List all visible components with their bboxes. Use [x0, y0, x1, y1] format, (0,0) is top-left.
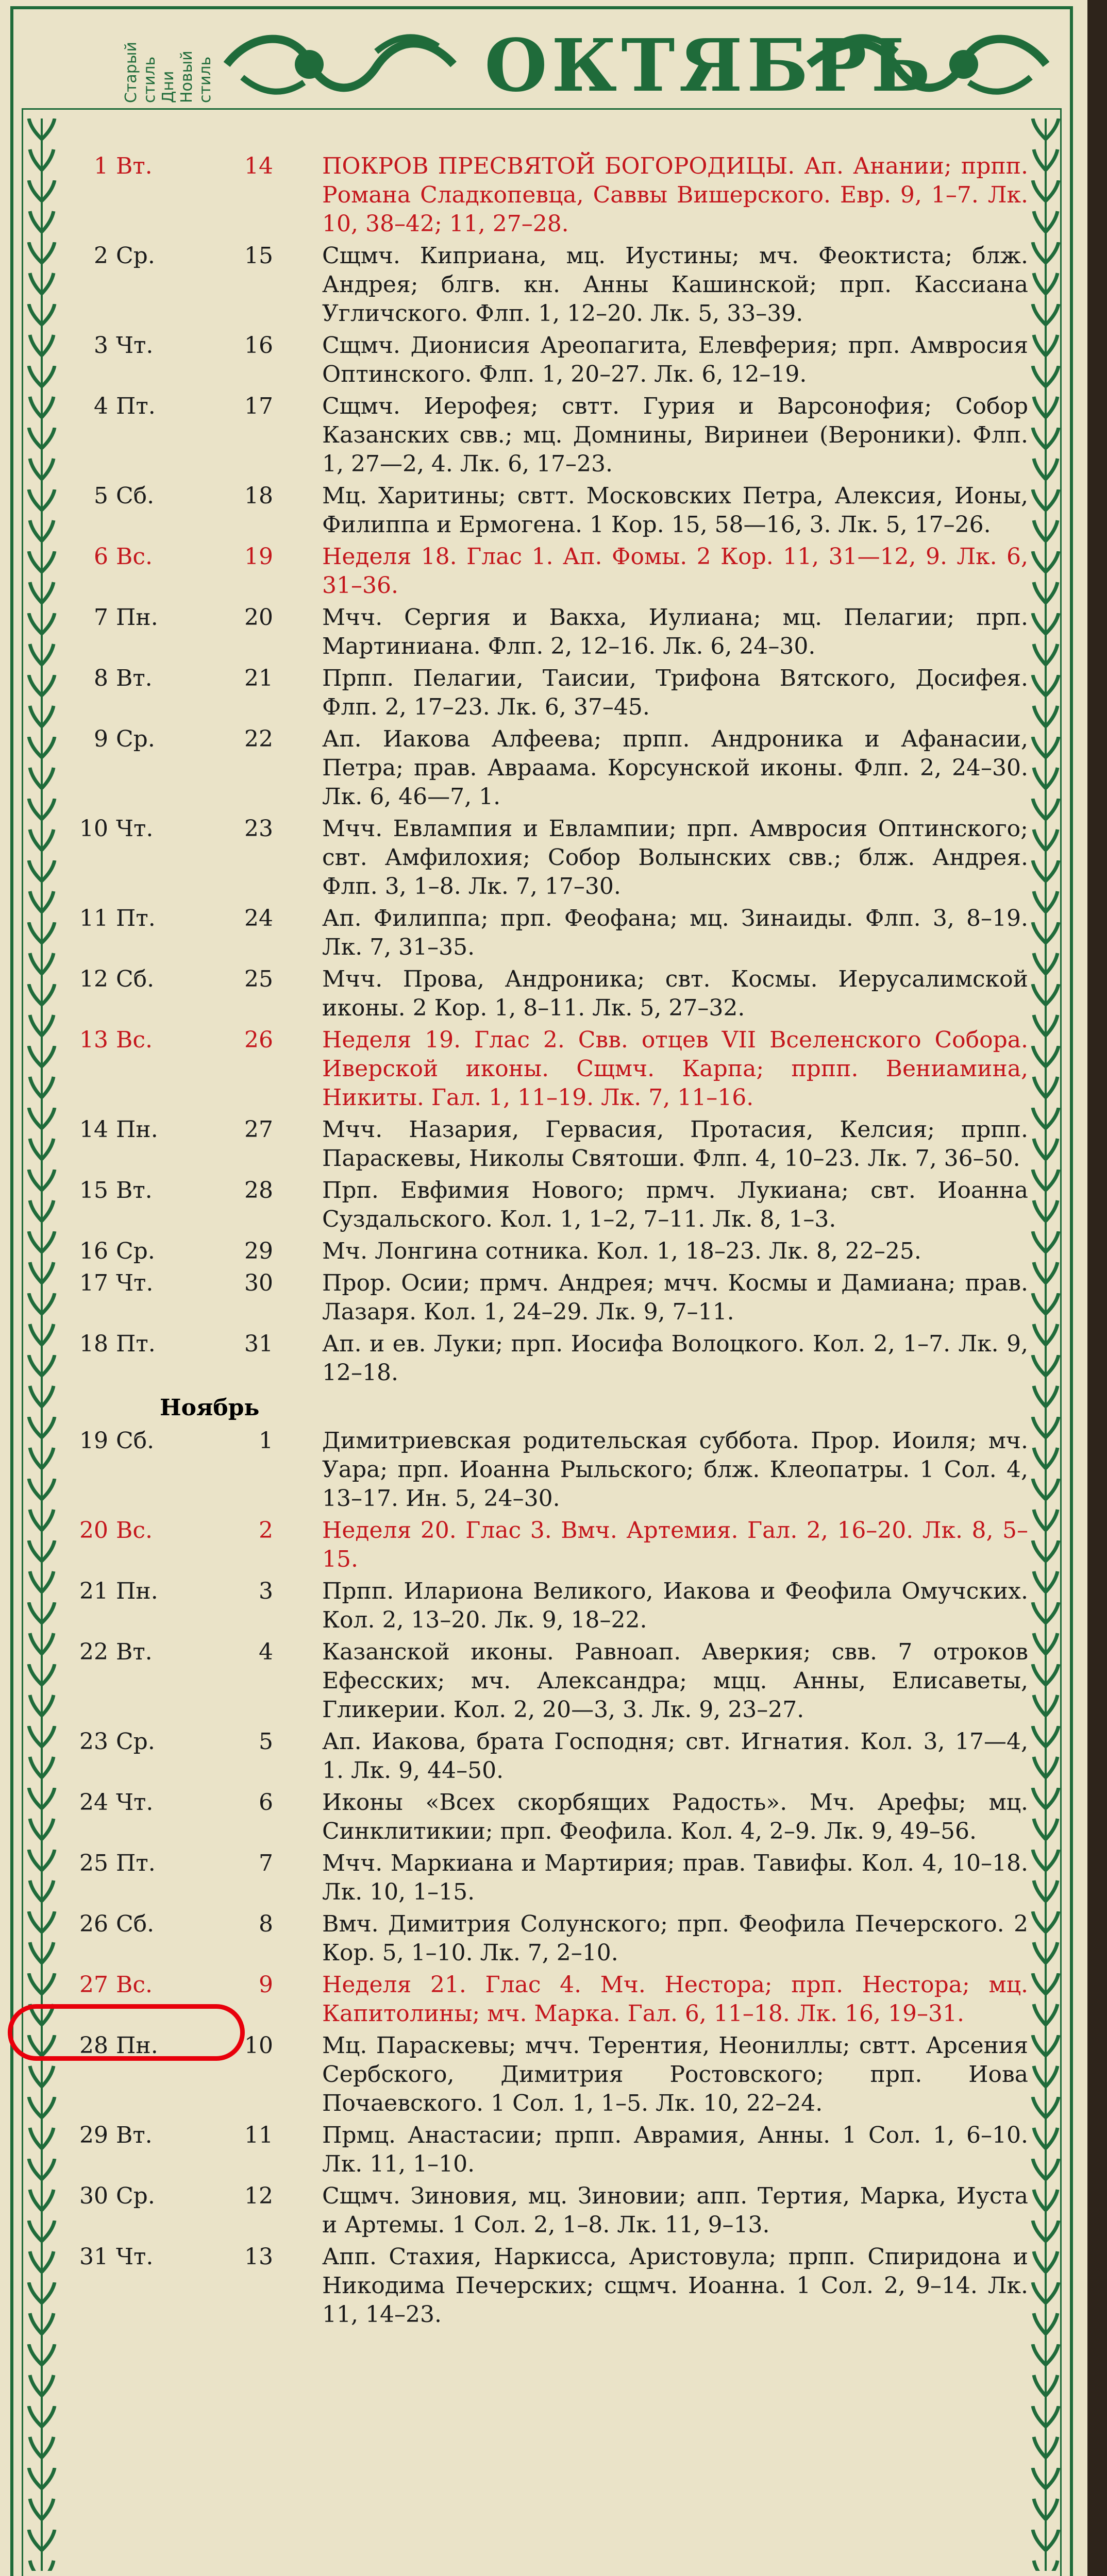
weekday: Ср. — [116, 2183, 155, 2209]
new-style-day: 11 — [244, 2122, 273, 2148]
label-days: Дни — [159, 71, 177, 103]
saints-text: Мч. Лонгина сотника. Кол. 1, 18–23. Лк. 8, 22–25. — [322, 1238, 921, 1264]
saints-text: Ап. Филиппа; прп. Феофана; мц. Зинаиды. Флп. 3, 8–19. Лк. 7, 31–35. — [322, 905, 1028, 960]
calendar-row — [57, 1115, 1028, 1173]
old-style-day: 7 — [94, 604, 108, 631]
saints-text: Неделя 18. Глас 1. Ап. Фомы. 2 Кор. 11, 31—12, 9. Лк. 6, 31–36. — [322, 544, 1028, 599]
saints-text: Сщмч. Зиновия, мц. Зиновии; апп. Тертия, Марка, Иуста и Артемы. 1 Сол. 2, 1–8. Лк. 11, 9–13. — [322, 2183, 1028, 2238]
weekday: Сб. — [116, 1428, 155, 1454]
old-style-day: 4 — [94, 393, 108, 419]
new-style-day: 15 — [244, 243, 273, 269]
new-style-day: 27 — [244, 1116, 273, 1143]
weekday: Сб. — [116, 966, 155, 992]
new-style-day: 25 — [244, 966, 273, 992]
old-style-day: 16 — [79, 1238, 108, 1264]
saints-text: ПОКРОВ ПРЕСВЯТОЙ БОГОРОДИЦЫ. Ап. Анании; прпп. Романа Сладкопевца, Саввы Вишерского. Евр. 9, 1–7. Лк. 10, 38–42; 11, 27–28. — [322, 153, 1028, 237]
new-style-day: 1 — [259, 1428, 273, 1454]
saints-text: Сщмч. Дионисия Ареопагита, Елевферия; прп. Амвросия Оптинского. Флп. 1, 20–27. Лк. 6, 12–19. — [322, 332, 1028, 387]
month-title: ОКТЯБРЬ — [484, 24, 935, 108]
calendar-row — [57, 1237, 1028, 1266]
saints-text: Мчч. Евлампия и Евлампии; прп. Амвросия Оптинского; свт. Амфилохия; Собор Волынских свв.; блж. Андрея. Флп. 3, 1–8. Лк. 7, 17–30. — [322, 816, 1028, 900]
old-style-day: 14 — [79, 1116, 108, 1143]
old-style-day: 6 — [94, 544, 108, 570]
weekday: Вт. — [116, 153, 153, 179]
calendar-row — [57, 1910, 1028, 1968]
weekday: Сб. — [116, 483, 155, 509]
new-style-day: 2 — [259, 1517, 273, 1544]
header — [31, 10, 1056, 108]
old-style-day: 13 — [79, 1027, 108, 1053]
weekday: Ср. — [116, 243, 155, 269]
label-new-2: стиль — [196, 56, 214, 103]
saints-text: Неделя 21. Глас 4. Мч. Нестора; прп. Нестора; мц. Капитолины; мч. Марка. Гал. 6, 11–18. Лк. 16, 19–31. — [322, 1972, 1028, 2027]
new-style-day: 4 — [259, 1639, 273, 1665]
new-style-day: 23 — [244, 816, 273, 842]
label-old: Старый — [122, 41, 140, 103]
calendar-row — [57, 904, 1028, 962]
saints-text: Апп. Стахия, Наркисса, Аристовула; прпп. Спиридона и Никодима Печерских; сщмч. Иоанна. 1 Сол. 2, 9–14. Лк. 11, 14–23. — [322, 2244, 1028, 2328]
old-style-day: 25 — [79, 1850, 108, 1876]
old-style-day: 21 — [79, 1578, 108, 1604]
old-style-day: 3 — [94, 332, 108, 359]
saints-text: Неделя 20. Глас 3. Вмч. Артемия. Гал. 2, 16–20. Лк. 8, 5–15. — [322, 1517, 1028, 1572]
saints-text: Прп. Евфимия Нового; прмч. Лукиана; свт. Иоанна Суздальского. Кол. 1, 1–2, 7–11. Лк. 8, 1–3. — [322, 1177, 1028, 1232]
new-style-day: 6 — [259, 1789, 273, 1816]
new-style-day: 7 — [259, 1850, 273, 1876]
calendar-row — [57, 664, 1028, 722]
weekday: Вс. — [116, 1027, 153, 1053]
new-style-day: 17 — [244, 393, 273, 419]
saints-text: Сщмч. Иерофея; свтт. Гурия и Варсонофия; Собор Казанских свв.; мц. Домнины, Виринеи (Вероники). Флп. 1, 27—2, 4. Лк. 6, 17–23. — [322, 393, 1028, 477]
new-style-day: 10 — [244, 2032, 273, 2059]
style-labels — [124, 26, 222, 103]
vine-ornament-icon — [1031, 118, 1061, 2571]
new-style-day: 21 — [244, 665, 273, 691]
scroll-ornament-icon — [804, 26, 1051, 103]
weekday: Сб. — [116, 1911, 155, 1937]
old-style-day: 20 — [79, 1517, 108, 1544]
weekday: Вс. — [116, 1517, 153, 1544]
new-style-day: 16 — [244, 332, 273, 359]
weekday: Вс. — [116, 544, 153, 570]
new-style-day: 19 — [244, 544, 273, 570]
weekday: Вт. — [116, 1177, 153, 1204]
weekday: Пт. — [116, 1331, 156, 1357]
new-style-day: 30 — [244, 1270, 273, 1296]
old-style-day: 5 — [94, 483, 108, 509]
calendar-row — [57, 1727, 1028, 1785]
weekday: Чт. — [116, 1270, 154, 1296]
new-style-day: 3 — [259, 1578, 273, 1604]
weekday: Ср. — [116, 726, 155, 752]
saints-text: Сщмч. Киприана, мц. Иустины; мч. Феоктиста; блж. Андрея; блгв. кн. Анны Кашинской; прп. Кассиана Угличского. Флп. 1, 12–20. Лк. 5, 33–39. — [322, 243, 1028, 327]
calendar-row — [57, 603, 1028, 661]
weekday: Чт. — [116, 816, 154, 842]
saints-text: Димитриевская родительская суббота. Прор. Иоиля; мч. Уара; прп. Иоанна Рыльского; блж. Клеопатры. 1 Сол. 4, 13–17. Ин. 5, 24–30. — [322, 1428, 1028, 1512]
old-style-day: 23 — [79, 1728, 108, 1755]
saints-text: Иконы «Всех скорбящих Радость». Мч. Арефы; мц. Синклитикии; прп. Феофила. Кол. 4, 2–9. Лк. 9, 49–56. — [322, 1789, 1028, 1844]
old-style-day: 2 — [94, 243, 108, 269]
calendar-row — [57, 1788, 1028, 1846]
calendar-row — [57, 1026, 1028, 1112]
new-style-day: 14 — [244, 153, 273, 179]
calendar-row — [57, 152, 1028, 239]
old-style-day: 17 — [79, 1270, 108, 1296]
new-style-day: 24 — [244, 905, 273, 931]
old-style-day: 31 — [79, 2244, 108, 2270]
saints-text: Мчч. Назария, Гервасия, Протасия, Келсия; прпп. Параскевы, Николы Святоши. Флп. 4, 10–23. Лк. 7, 36–50. — [322, 1116, 1028, 1172]
calendar-row — [57, 1427, 1028, 1513]
calendar-row — [57, 331, 1028, 389]
weekday: Ср. — [116, 1238, 155, 1264]
new-style-day: 22 — [244, 726, 273, 752]
old-style-day: 30 — [79, 2183, 108, 2209]
calendar-row — [57, 1269, 1028, 1327]
new-style-day: 13 — [244, 2244, 273, 2270]
weekday: Пт. — [116, 393, 156, 419]
calendar-row — [57, 725, 1028, 811]
saints-text: Прор. Осии; прмч. Андрея; мчч. Космы и Дамиана; прав. Лазаря. Кол. 1, 24–29. Лк. 9, 7–11. — [322, 1270, 1028, 1325]
old-style-day: 24 — [79, 1789, 108, 1816]
calendar-row — [57, 1176, 1028, 1234]
weekday: Вс. — [116, 1972, 153, 1998]
new-style-day: 29 — [244, 1238, 273, 1264]
new-style-day: 18 — [244, 483, 273, 509]
new-style-day: 26 — [244, 1027, 273, 1053]
red-circle-annotation — [8, 2004, 245, 2061]
saints-text: Прмц. Анастасии; прпп. Аврамия, Анны. 1 Сол. 1, 6–10. Лк. 11, 1–10. — [322, 2122, 1028, 2177]
calendar-row — [57, 2182, 1028, 2240]
old-style-day: 15 — [79, 1177, 108, 1204]
weekday: Пн. — [116, 604, 158, 631]
old-style-day: 9 — [94, 726, 108, 752]
new-style-day: 8 — [259, 1911, 273, 1937]
calendar-row — [57, 965, 1028, 1023]
calendar-row — [57, 242, 1028, 328]
calendar-row — [57, 1849, 1028, 1907]
saints-text: Ап. и ев. Луки; прп. Иосифа Волоцкого. Кол. 2, 1–7. Лк. 9, 12–18. — [322, 1331, 1028, 1386]
saints-text: Прпп. Илариона Великого, Иакова и Феофила Омучских. Кол. 2, 13–20. Лк. 9, 18–22. — [322, 1578, 1028, 1633]
old-style-day: 10 — [79, 816, 108, 842]
new-style-day: 31 — [244, 1331, 273, 1357]
old-style-day: 18 — [79, 1331, 108, 1357]
weekday: Пн. — [116, 1116, 158, 1143]
calendar-row — [57, 1516, 1028, 1574]
saints-text: Ап. Иакова, брата Господня; свт. Игнатия. Кол. 3, 17—4, 1. Лк. 9, 44–50. — [322, 1728, 1028, 1784]
new-style-day: 12 — [244, 2183, 273, 2209]
new-style-day: 9 — [259, 1972, 273, 1998]
calendar-row — [57, 392, 1028, 479]
calendar-row — [57, 482, 1028, 539]
calendar-row — [57, 2121, 1028, 2179]
weekday: Вт. — [116, 665, 153, 691]
weekday: Ср. — [116, 1728, 155, 1755]
old-style-day: 29 — [79, 2122, 108, 2148]
weekday: Пн. — [116, 1578, 158, 1604]
scroll-ornament-icon — [222, 26, 459, 103]
saints-text: Мчч. Маркиана и Мартирия; прав. Тавифы. Кол. 4, 10–18. Лк. 10, 1–15. — [322, 1850, 1028, 1905]
old-style-day: 28 — [79, 2032, 108, 2059]
saints-text: Прпп. Пелагии, Таисии, Трифона Вятского, Досифея. Флп. 2, 17–23. Лк. 6, 37–45. — [322, 665, 1028, 720]
saints-text: Мц. Параскевы; мчч. Терентия, Неониллы; свтт. Арсения Сербского, Димитрия Ростовского; прп. Иова Почаевского. 1 Сол. 1, 1–5. Лк. 10, 22–24. — [322, 2032, 1028, 2116]
saints-text: Казанской иконы. Равноап. Аверкия; свв. 7 отроков Ефесских; мч. Александра; мцц. Анны, Елисаветы, Гликерии. Кол. 2, 20—3, 3. Лк. 9, 23–27. — [322, 1639, 1028, 1723]
old-style-day: 12 — [79, 966, 108, 992]
weekday: Вт. — [116, 1639, 153, 1665]
old-style-day: 22 — [79, 1639, 108, 1665]
saints-text: Ап. Иакова Алфеева; прпп. Андроника и Афанасии, Петра; прав. Авраама. Корсунской иконы. Флп. 2, 24–30. Лк. 6, 46—7, 1. — [322, 726, 1028, 810]
calendar-row — [57, 815, 1028, 901]
saints-text: Мчч. Сергия и Вакха, Иулиана; мц. Пелагии; прп. Мартиниана. Флп. 2, 12–16. Лк. 6, 24–30. — [322, 604, 1028, 659]
new-style-day: 20 — [244, 604, 273, 631]
weekday: Чт. — [116, 2244, 154, 2270]
calendar-row — [57, 543, 1028, 600]
vine-ornament-icon — [27, 118, 57, 2571]
old-style-day: 1 — [94, 153, 108, 179]
old-style-day: 11 — [79, 905, 108, 931]
calendar-row — [57, 1577, 1028, 1635]
month-subheader: Ноябрь — [160, 1395, 260, 1421]
old-style-day: 8 — [94, 665, 108, 691]
weekday: Пт. — [116, 1850, 156, 1876]
calendar-row — [57, 1638, 1028, 1724]
new-style-day: 28 — [244, 1177, 273, 1204]
calendar-row — [57, 2243, 1028, 2329]
old-style-day: 27 — [79, 1972, 108, 1998]
label-new: Новый — [178, 50, 196, 103]
weekday: Чт. — [116, 1789, 154, 1816]
saints-text: Вмч. Димитрия Солунского; прп. Феофила Печерского. 2 Кор. 5, 1–10. Лк. 7, 2–10. — [322, 1911, 1028, 1966]
calendar-row — [57, 1330, 1028, 1387]
weekday: Пн. — [116, 2032, 158, 2059]
old-style-day: 19 — [79, 1428, 108, 1454]
weekday: Вт. — [116, 2122, 153, 2148]
saints-text: Неделя 19. Глас 2. Свв. отцев VII Вселенского Собора. Иверской иконы. Сщмч. Карпа; прпп. Вениамина, Никиты. Гал. 1, 11–19. Лк. 7, 11–16. — [322, 1027, 1028, 1111]
label-old-2: стиль — [141, 56, 159, 103]
weekday: Чт. — [116, 332, 154, 359]
new-style-day: 5 — [259, 1728, 273, 1755]
saints-text: Мчч. Прова, Андроника; свт. Космы. Иерусалимской иконы. 2 Кор. 1, 8–11. Лк. 5, 27–32. — [322, 966, 1028, 1021]
old-style-day: 26 — [79, 1911, 108, 1937]
saints-text: Мц. Харитины; свтт. Московских Петра, Алексия, Ионы, Филиппа и Ермогена. 1 Кор. 15, 58—16, 3. Лк. 5, 17–26. — [322, 483, 1028, 538]
weekday: Пт. — [116, 905, 156, 931]
